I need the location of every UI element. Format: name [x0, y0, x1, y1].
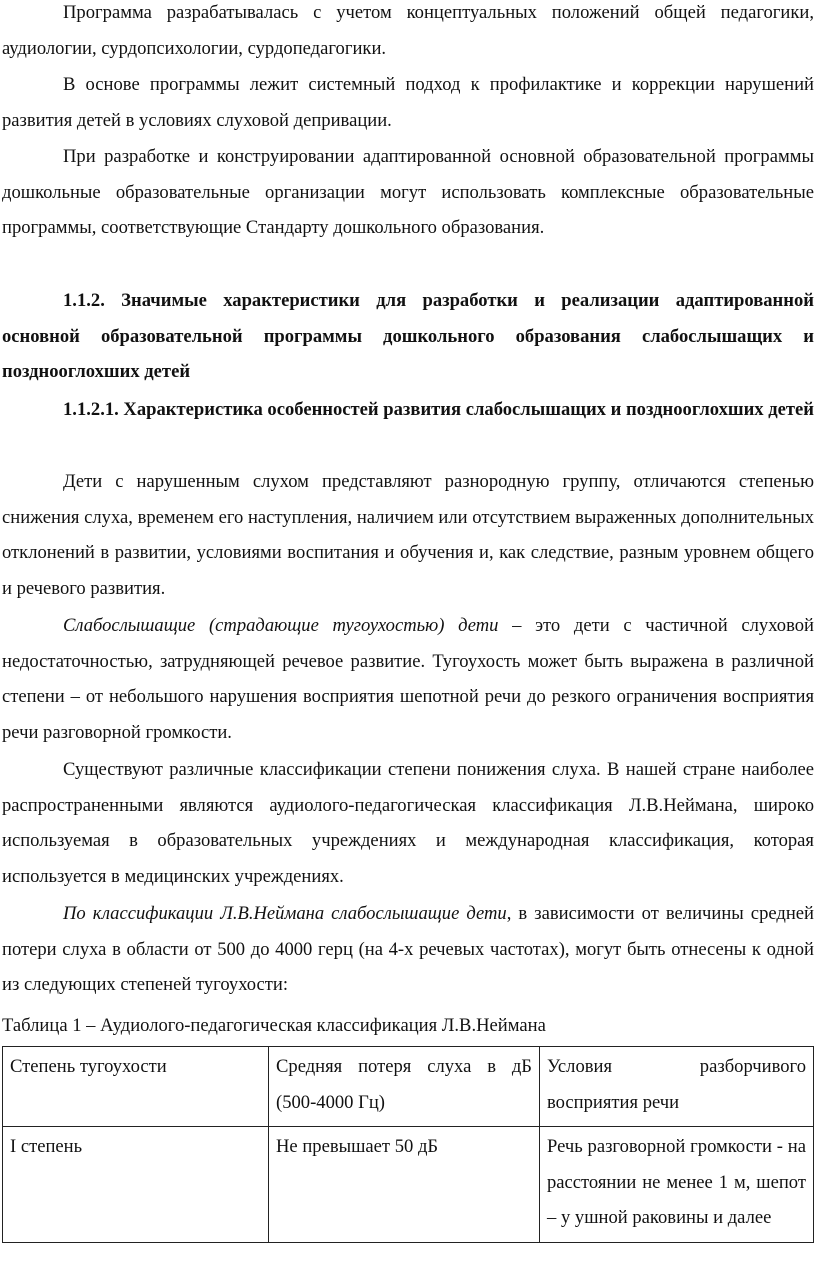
term-italic: Слабослышащие (страдающие тугоухостью) дети	[63, 615, 499, 636]
section-heading-1-1-2: 1.1.2. Значимые характеристики для разработки и реализации адаптированной основной образовательной программы дошкольного образования слабослышащих и позднооглохших детей	[2, 290, 814, 382]
paragraph-7: По классификации Л.В.Неймана слабослышащие дети, в зависимости от величины средней потери слуха в области от 500 до 4000 герц (на 4-х речевых частотах), могут быть отнесены к одной из следующих степеней тугоухости:	[2, 903, 814, 995]
term-italic: По классификации Л.В.Неймана слабослышащие дети	[63, 903, 507, 924]
table-header-cell: Условия разборчивого восприятия речи	[540, 1047, 814, 1127]
table-cell: Речь разговорной громкости - на расстоянии не менее 1 м, шепот – у ушной раковины и далее	[540, 1127, 814, 1243]
paragraph-4: Дети с нарушенным слухом представляют разнородную группу, отличаются степенью снижения слуха, временем его наступления, наличием или отсутствием выраженных дополнительных отклонений в развитии, условиями воспитания и обучения и, как следствие, разным уровнем общего и речевого развития.	[2, 471, 814, 599]
table-row	[3, 1127, 814, 1243]
paragraph-2: В основе программы лежит системный подход к профилактике и коррекции нарушений развития детей в условиях слуховой депривации.	[2, 74, 814, 131]
table-header-cell: Степень тугоухости	[3, 1047, 269, 1127]
table-header-cell: Средняя потеря слуха в дБ (500-4000 Гц)	[269, 1047, 540, 1127]
table-header-row	[3, 1047, 814, 1127]
subsection-heading-1-1-2-1: 1.1.2.1. Характеристика особенностей развития слабослышащих и позднооглохших детей	[63, 399, 814, 420]
paragraph-6: Существуют различные классификации степени понижения слуха. В нашей стране наиболее распространенными являются аудиолого-педагогическая классификация Л.В.Неймана, широко используемая в образовательных учреждениях и международная классификация, которая используется в медицинских учреждениях.	[2, 759, 814, 887]
paragraph-1: Программа разрабатывалась с учетом концептуальных положений общей педагогики, аудиологии, сурдопсихологии, сурдопедагогики.	[2, 2, 814, 59]
paragraph-3: При разработке и конструировании адаптированной основной образовательной программы дошкольные образовательные организации могут использовать комплексные образовательные программы, соответствующие Стандарту дошкольного образования.	[2, 146, 814, 238]
table-caption: Таблица 1 – Аудиолого-педагогическая классификация Л.В.Неймана	[2, 1015, 546, 1036]
table-cell: Не превышает 50 дБ	[269, 1127, 540, 1243]
paragraph-5: Слабослышащие (страдающие тугоухостью) дети – это дети с частичной слуховой недостаточностью, затрудняющей речевое развитие. Тугоухость может быть выражена в различной степени – от небольшого нарушения восприятия шепотной речи до резкого ограничения восприятия речи разговорной громкости.	[2, 615, 814, 743]
classification-table	[2, 1046, 814, 1243]
table-cell: I степень	[3, 1127, 269, 1243]
